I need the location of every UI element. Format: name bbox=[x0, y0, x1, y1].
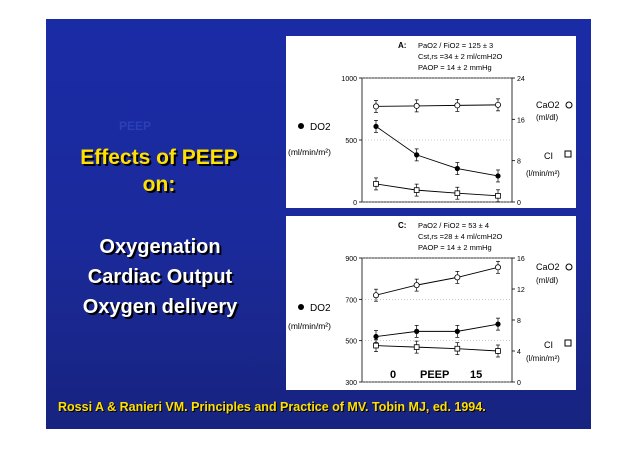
chart-a-left-tick-label: 0 bbox=[353, 200, 357, 207]
cao2-legend-marker-c bbox=[566, 264, 572, 270]
chart-c-do2-line bbox=[376, 324, 498, 336]
slide-headline bbox=[64, 144, 254, 198]
chart-c-ci-line bbox=[376, 346, 498, 351]
panel-c-label: C: bbox=[398, 221, 407, 230]
chart-c-cao2-point bbox=[414, 283, 419, 288]
chart-c-left-tick-label: 900 bbox=[345, 256, 357, 263]
ci-legend-marker-c bbox=[565, 340, 571, 346]
chart-c-do2-point bbox=[373, 334, 378, 339]
chart-a-ci-point bbox=[496, 193, 501, 198]
ci-legend-unit-c: (l/min/m²) bbox=[526, 354, 560, 363]
chart-a-cao2-point bbox=[495, 102, 500, 107]
chart-c-right-tick-label: 12 bbox=[517, 287, 525, 294]
axis-ticks-a bbox=[341, 76, 524, 207]
do2-unit-c: (ml/min/m²) bbox=[288, 321, 331, 331]
ci-legend-unit-a: (l/min/m²) bbox=[526, 169, 560, 178]
gridlines-a bbox=[362, 78, 512, 202]
chart-c-left-tick-label: 300 bbox=[345, 380, 357, 387]
cao2-legend-marker-a bbox=[566, 102, 572, 108]
faint-heading: PEEP bbox=[119, 119, 152, 133]
chart-a-ci-point bbox=[374, 182, 379, 187]
chart-a-right-tick-label: 8 bbox=[517, 158, 521, 166]
chart-c-cao2-line bbox=[376, 267, 498, 295]
chart-a-ci-point bbox=[455, 191, 460, 196]
cao2-legend-label-a: CaO2 bbox=[536, 100, 560, 110]
chart-c-do2-point bbox=[414, 329, 419, 334]
chart-c-cao2-point bbox=[495, 265, 500, 270]
chart-c-left-tick-label: 700 bbox=[345, 297, 357, 305]
chart-a-ci-line bbox=[376, 184, 498, 196]
chart-a-cao2-point bbox=[455, 103, 460, 108]
plot-frame-c bbox=[362, 258, 512, 382]
chart-a-do2-point bbox=[495, 173, 500, 178]
chart-a-right-tick-label: 0 bbox=[517, 200, 521, 207]
chart-a-left-tick-label: 500 bbox=[345, 138, 357, 145]
data-marks-c bbox=[373, 261, 500, 357]
chart-c-ci-point bbox=[496, 349, 501, 354]
cao2-legend-unit-c: (ml/dl) bbox=[536, 276, 559, 285]
do2-label-a: DO2 bbox=[310, 122, 331, 133]
panel-a-condition-3: PAOP = 14 ± 2 mmHg bbox=[418, 63, 492, 72]
chart-c-ci-point bbox=[455, 346, 460, 351]
chart-a-do2-point bbox=[455, 166, 460, 171]
x-caption-peep: PEEP bbox=[420, 369, 450, 381]
ci-legend-marker-a bbox=[565, 151, 571, 157]
do2-unit-a: (ml/min/m²) bbox=[288, 147, 331, 157]
chart-c-ci-point bbox=[414, 345, 419, 350]
citation: Rossi A & Ranieri VM. Principles and Practice of MV. Tobin MJ, ed. 1994. bbox=[58, 400, 486, 414]
x-caption-start: 0 bbox=[390, 369, 397, 381]
do2-label-c: DO2 bbox=[310, 303, 331, 314]
chart-a-do2-line bbox=[376, 126, 498, 176]
panel-a-condition-2: Cst,rs =34 ± 2 ml/cmH2O bbox=[418, 52, 503, 61]
chart-c-cao2-point bbox=[373, 293, 378, 298]
chart-a-right-tick-label: 16 bbox=[517, 117, 525, 125]
topic-oxygenation: Oxygenation bbox=[99, 236, 221, 258]
cao2-legend-label-c: CaO2 bbox=[536, 262, 560, 272]
chart-c-right-tick-label: 8 bbox=[517, 318, 521, 325]
chart-a-left-tick-label: 1000 bbox=[341, 76, 357, 83]
topic-cardiac-output: Cardiac Output bbox=[87, 266, 233, 288]
panel-a-label: A: bbox=[398, 41, 407, 50]
headline-line-2: on: bbox=[142, 173, 176, 196]
chart-a-cao2-line bbox=[376, 105, 498, 107]
chart-a-do2-point bbox=[373, 124, 378, 129]
chart-a-svg bbox=[286, 36, 576, 208]
headline-line-1: Effects of PEEP bbox=[80, 146, 238, 169]
ci-legend-label-a: CI bbox=[544, 151, 553, 161]
chart-c-right-tick-label: 4 bbox=[517, 349, 521, 356]
chart-panel-a bbox=[286, 36, 576, 208]
x-caption-end: 15 bbox=[470, 369, 483, 381]
chart-c-do2-point bbox=[495, 322, 500, 327]
chart-a-right-tick-label: 24 bbox=[517, 76, 525, 83]
topic-oxygen-delivery: Oxygen delivery bbox=[82, 296, 238, 318]
do2-legend-marker-a bbox=[298, 123, 304, 129]
chart-c-right-tick-label: 16 bbox=[517, 256, 525, 263]
chart-c-ci-point bbox=[374, 343, 379, 348]
topic-list bbox=[60, 232, 260, 322]
chart-c-right-tick-label: 0 bbox=[517, 380, 521, 387]
panel-c-condition-3: PAOP = 14 ± 2 mmHg bbox=[418, 243, 492, 252]
chart-c-svg bbox=[286, 216, 576, 390]
chart-a-cao2-point bbox=[373, 104, 378, 109]
data-marks-a bbox=[373, 99, 500, 202]
panel-c-condition-1: PaO2 / FiO2 = 53 ± 4 bbox=[418, 221, 490, 230]
chart-a-cao2-point bbox=[414, 103, 419, 108]
ci-legend-label-c: CI bbox=[544, 340, 553, 350]
chart-a-do2-point bbox=[414, 152, 419, 157]
panel-a-condition-1: PaO2 / FiO2 = 125 ± 3 bbox=[418, 41, 494, 50]
do2-legend-marker-c bbox=[298, 304, 304, 310]
chart-c-do2-point bbox=[455, 329, 460, 334]
panel-c-condition-2: Cst,rs =28 ± 4 ml/cmH2O bbox=[418, 232, 503, 241]
chart-panel-c bbox=[286, 216, 576, 390]
cao2-legend-unit-a: (ml/dl) bbox=[536, 113, 559, 122]
chart-c-left-tick-label: 500 bbox=[345, 338, 357, 346]
chart-a-ci-point bbox=[414, 188, 419, 193]
chart-c-cao2-point bbox=[455, 275, 460, 280]
gridlines-c bbox=[362, 258, 512, 382]
